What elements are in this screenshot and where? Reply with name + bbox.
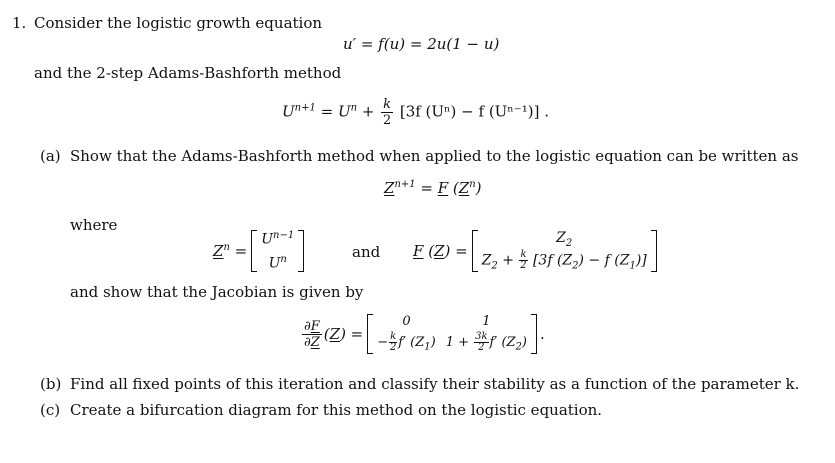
method-intro: and the 2-step Adams-Bashforth method [34, 64, 342, 82]
problem-number: 1. [12, 14, 27, 32]
adams-bashforth-formula: $U^{n+1} = U^n$ + $\frac{k}{2}$ [3f (Uⁿ) − f (Uⁿ⁻¹)] . [282, 97, 549, 128]
part-b-label: (b) [40, 375, 62, 393]
where-word: where [70, 216, 118, 234]
jacobian-intro: and show that the Jacobian is given by [70, 283, 364, 301]
ab-rhs: [3f (Uⁿ) − f (Uⁿ⁻¹)] . [399, 102, 549, 121]
map-equation: $Z^{n+1} = F$ $(Z^n)$ [384, 179, 482, 197]
logistic-equation: u′ = f(u) = 2u(1 − u) [343, 35, 500, 53]
part-a-text: Show that the Adams-Bashforth method when applied to the logistic equation can be written as [70, 147, 799, 165]
f-vector-definition: F (Z) = $Z_2$ $Z_2$ + $\frac{k}{2}$ [3f $(Z_2) - f$ $(Z_1)$] [413, 230, 657, 272]
part-c-text: Create a bifurcation diagram for this method on the logistic equation. [70, 401, 603, 419]
and-word: and [352, 243, 381, 261]
part-a-label: (a) [40, 147, 61, 165]
problem-intro: Consider the logistic growth equation [34, 14, 323, 32]
part-c-label: (c) [40, 401, 61, 419]
jacobian-formula: $\frac{\partial F}{\partial Z}$ (Z) = 0 1 − $\frac{k}{2}$ f′ $(Z_1)$ 1 + $\frac{3k}{2}$ f′ $(Z_2)$ . [303, 314, 545, 353]
part-b-text: Find all fixed points of this iteration and classify their stability as a function of the parameter k. [70, 375, 800, 393]
z-vector-definition: $Z^n$ = $U^{n-1}$ $U^n$ [213, 230, 304, 272]
